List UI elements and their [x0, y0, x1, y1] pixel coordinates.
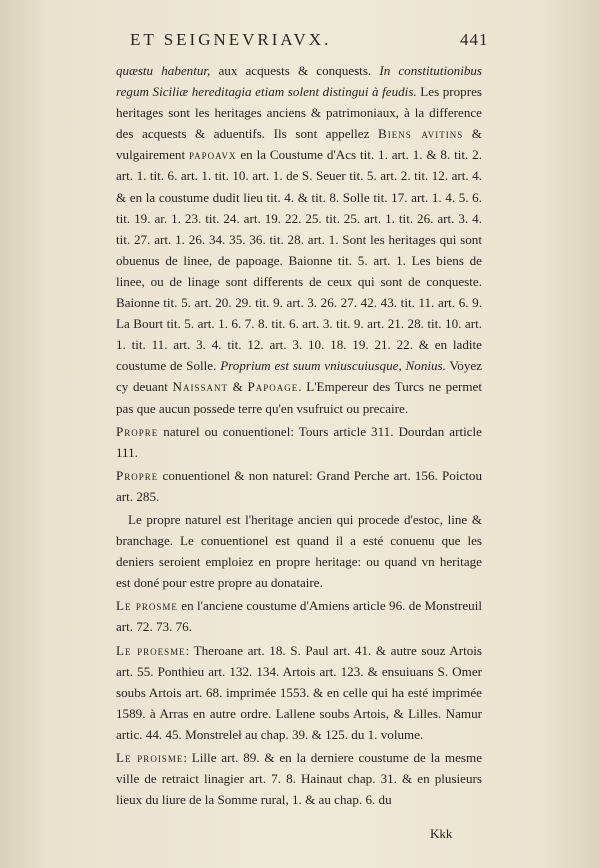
text-run: : Theroane art. 18. S. Paul art. 41. & autre souz Artois art. 55. Ponthieu art. 132. 134. Artois art. 123. & ensuiuans S. Omer soubs Artois art. 68. imprimée 1553. & en celle qui ha esté imprimée 1589. à Arras en autre ordre. Lallene soubs Artois, & Lilles. Namur artic. 44. 45. Monstreleł au chap. 39. & 125. du 1. volume.	[116, 642, 482, 742]
text-run: Biens avitins	[378, 126, 464, 142]
text-run: papoavx	[188, 147, 237, 163]
text-run: conuentionel & non naturel: Grand Perche art. 156. Poictou art. 285.	[116, 467, 482, 504]
text-run: Voyez cy deuant	[116, 358, 482, 395]
paragraph	[116, 640, 482, 745]
catchword: Kkk	[430, 826, 453, 841]
text-run: quæstu habentur,	[116, 63, 211, 78]
text-run: Le prosme	[116, 598, 178, 614]
text-run: en l'anciene coustume d'Amiens article 96. de Monstreuil art. 72. 73. 76.	[116, 598, 482, 635]
page-number: 441	[460, 30, 489, 49]
text-run: Le propre naturel est l'heritage ancien qui procede d'estoc, line & branchage. Le conuentionel est quand il a esté conuenu que les deniers seroient emploiez en propre heritage: ou quand vn heritage est doné pour estre propre au donataire.	[116, 511, 482, 591]
paragraph	[116, 60, 482, 419]
text-run: aux acquests & conquests.	[210, 63, 380, 78]
running-title: ET SEIGNEVRIAVX.	[130, 30, 332, 49]
text-run: Le proisme	[116, 750, 184, 765]
text-body	[116, 60, 482, 810]
text-run: Propre	[116, 467, 159, 483]
text-run: Naissant	[172, 379, 229, 395]
text-run: : Lille art. 89. & en la derniere coustume de la mesme ville de retraict linagier art. 7. 8. Hainaut chap. 31. & en plusieurs lieux du liure de la Somme rural, 1. & au chap. 6. du	[116, 750, 483, 808]
text-run: Papoage	[247, 379, 299, 395]
paragraph	[116, 465, 482, 507]
text-run: &	[228, 379, 248, 395]
paragraph	[116, 747, 482, 810]
text-run: naturel ou conuentionel: Tours article 311. Dourdan article 111.	[116, 423, 482, 460]
text-run: Propre	[116, 423, 159, 439]
text-run: Le proesme	[116, 642, 186, 658]
text-run: en la Coustume d'Acs tit. 1. art. 1. & 8. tit. 2. art. 1. tit. 6. art. 1. tit. 10. art. 1. de S. Seuer tit. 5. art. 2. tit. 12. art. 4. & en la coustume dudit lieu tit. 4. & tit. 8. Solle tit. 17. art. 1. 4. 5. 6. tit. 19. ar. 1. 23. tit. 24. art. 19. 22. 25. tit. 25. art. 1. tit. 26. art. 3. 4. tit. 27. art. 1. 26. 34. 35. 36. tit. 28. art. 1. Sont les heritages qui sont obuenus de linee, de papoage. Baionne tit. 5. art. 1. Les biens de linee, ou de linage sont differents de ceux qui sont de conqueste. Baionne tit. 5. art. 20. 29. tit. 9. art. 3. 26. 27. 42. 43. tit. 11. art. 6. 9. La Bourt tit. 5. art. 1. 6. 7. 8. tit. 6. art. 3. tit. 9. art. 21. 28. tit. 10. art. 1. tit. 11. art. 3. 4. tit. 12. art. 3. 10. 18. 19. 21. 22. & en ladite coustume de Solle.	[116, 147, 482, 374]
text-run: Proprium est suum vniuscuiusque, Nonius.	[220, 358, 446, 374]
text-run: . L'Empereur des Turcs ne permet pas que aucun possede terre qu'en vsufruict ou precaire.	[116, 379, 483, 416]
text-run: & vulgairement	[116, 126, 482, 163]
paragraph	[116, 595, 482, 637]
paragraph	[116, 509, 482, 593]
text-run: Les propres heritages sont les heritages anciens & patrimoniaux, à la difference des acquests & aduentifs. Ils sont appellez	[116, 84, 482, 142]
paragraph	[116, 421, 482, 463]
text-run: In constitutionibus regum Siciliæ hereditagia etiam solent distingui à feudis.	[116, 63, 483, 100]
